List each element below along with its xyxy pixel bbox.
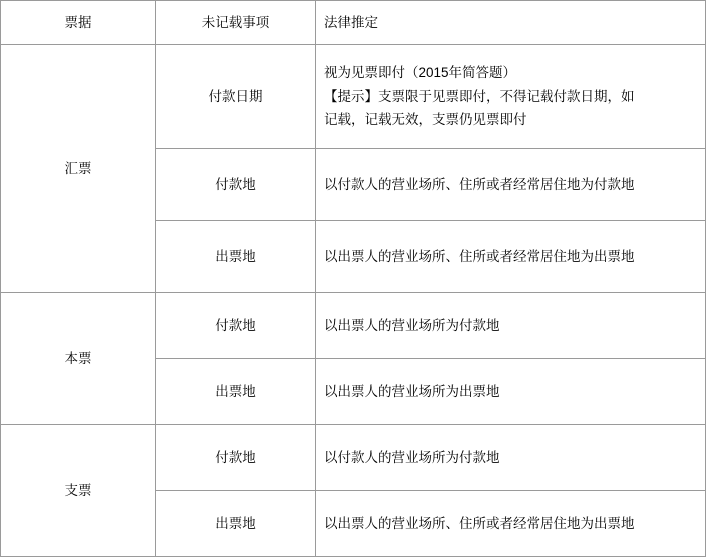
table-row	[1, 425, 706, 491]
table-row	[1, 293, 706, 359]
item-cell-issue-place-zhipiao: 出票地	[156, 491, 316, 557]
desc-cell-payment-place-zhipiao: 以付款人的营业场所为付款地	[316, 425, 706, 491]
desc-line: 记载，记载无效，支票仍见票即付	[324, 112, 527, 128]
desc-cell-issue-place-zhipiao: 以出票人的营业场所、住所或者经常居住地为出票地	[316, 491, 706, 557]
category-cell-zhipiao: 支票	[1, 425, 156, 557]
desc-cell-payment-place-benpiao: 以出票人的营业场所为付款地	[316, 293, 706, 359]
item-cell-issue-place-benpiao: 出票地	[156, 359, 316, 425]
item-cell-issue-place-huipiao: 出票地	[156, 221, 316, 293]
item-cell-payment-date: 付款日期	[156, 45, 316, 149]
category-cell-huipiao: 汇票	[1, 45, 156, 293]
desc-cell-payment-place-huipiao: 以付款人的营业场所、住所或者经常居住地为付款地	[316, 149, 706, 221]
header-cell-legal-presumption: 法律推定	[316, 1, 706, 45]
header-cell-bill-type: 票据	[1, 1, 156, 45]
desc-cell-payment-date	[316, 45, 706, 149]
item-cell-payment-place-zhipiao: 付款地	[156, 425, 316, 491]
item-cell-payment-place-huipiao: 付款地	[156, 149, 316, 221]
desc-line: 【提示】支票限于见票即付，不得记载付款日期，如	[324, 88, 635, 104]
header-cell-unrecorded-item: 未记载事项	[156, 1, 316, 45]
table-header-row	[1, 1, 706, 45]
item-cell-payment-place-benpiao: 付款地	[156, 293, 316, 359]
table-row	[1, 45, 706, 149]
desc-line: 视为见票即付（2015年简答题）	[324, 65, 517, 81]
category-cell-benpiao: 本票	[1, 293, 156, 425]
desc-cell-issue-place-huipiao: 以出票人的营业场所、住所或者经常居住地为出票地	[316, 221, 706, 293]
desc-cell-issue-place-benpiao: 以出票人的营业场所为出票地	[316, 359, 706, 425]
